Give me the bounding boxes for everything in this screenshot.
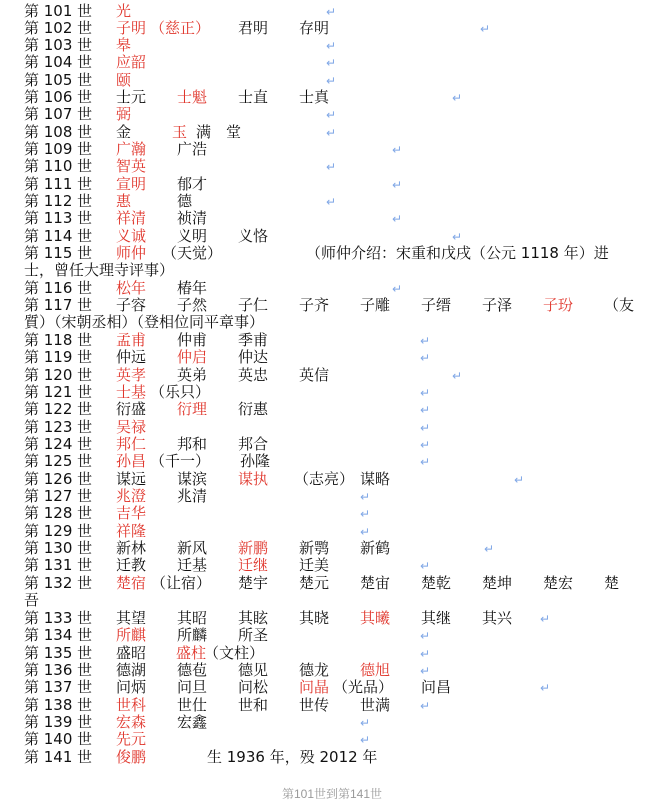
name-entry: 英忠 [238, 366, 269, 384]
generation-label: 第 121 世 [24, 383, 93, 401]
ancestor-name-highlighted: 吴禄 [116, 418, 147, 436]
name-entry: 子然 [177, 296, 208, 314]
generation-label: 第 105 世 [24, 71, 93, 89]
name-entry: 迁基 [177, 556, 208, 574]
name-entry: 问松 [238, 678, 269, 696]
ancestor-name-highlighted: 衍理 [177, 400, 208, 418]
name-entry: 所圣 [238, 626, 269, 644]
page-caption: 第101世到第141世 [281, 787, 383, 801]
name-entry: 生 1936 年，殁 2012 年 [207, 748, 378, 766]
name-entry: （乐只） [150, 383, 211, 401]
ancestor-name-highlighted: 兆澄 [116, 487, 147, 505]
name-entry: （师仲介绍：宋重和戊戌（公元 1118 年）进 [306, 244, 609, 262]
name-entry: 仲达 [238, 348, 269, 366]
name-entry: 问炳 [116, 678, 147, 696]
generation-label: 第 130 世 [24, 539, 93, 557]
paragraph-mark-icon: ↵ [360, 525, 371, 539]
ancestor-name-highlighted: 孙昌 [116, 452, 147, 470]
ancestor-name-highlighted: 光 [116, 2, 132, 20]
ancestor-name-highlighted: 子明 [116, 19, 147, 37]
ancestor-name-highlighted: 宣明 [116, 175, 147, 193]
generation-label: 第 104 世 [24, 53, 93, 71]
name-entry: 谋滨 [177, 470, 208, 488]
name-entry: 宏鑫 [177, 713, 208, 731]
name-entry: 世传 [299, 696, 330, 714]
name-entry: 盛昭 [116, 644, 147, 662]
generation-label: 第 131 世 [24, 556, 93, 574]
name-entry: 其晓 [299, 609, 330, 627]
generation-label: 第 115 世 [24, 244, 93, 262]
generation-label: 第 107 世 [24, 105, 93, 123]
ancestor-name-highlighted: 迁继 [238, 556, 269, 574]
ancestor-name-highlighted: 惠 [116, 192, 132, 210]
paragraph-mark-icon: ↵ [420, 455, 431, 469]
paragraph-mark-icon: ↵ [392, 178, 403, 192]
generation-label: 第 140 世 [24, 730, 93, 748]
name-entry: 金 [116, 123, 132, 141]
ancestor-name-highlighted: 祥清 [116, 209, 147, 227]
ancestor-name-highlighted: 新鹏 [238, 539, 269, 557]
name-entry: 满 [196, 123, 212, 141]
name-entry: 存明 [299, 19, 330, 37]
name-entry: 士真 [299, 88, 330, 106]
ancestor-name-highlighted: 子玢 [543, 296, 574, 314]
generation-label: 第 124 世 [24, 435, 93, 453]
paragraph-mark-icon: ↵ [540, 612, 551, 626]
ancestor-name-highlighted: 颐 [116, 71, 132, 89]
paragraph-mark-icon: ↵ [326, 126, 337, 140]
ancestor-name-highlighted: 孟甫 [116, 331, 147, 349]
generation-label: 第 111 世 [24, 175, 93, 193]
name-entry: 新林 [116, 539, 147, 557]
paragraph-mark-icon: ↵ [420, 629, 431, 643]
name-entry: （千一） [150, 452, 211, 470]
name-entry: 新风 [177, 539, 208, 557]
name-entry: 谋远 [116, 470, 147, 488]
name-entry: 兆清 [177, 487, 208, 505]
name-entry: 楚坤 [482, 574, 513, 592]
name-entry: 士元 [116, 88, 147, 106]
ancestor-name-highlighted: 所麒 [116, 626, 147, 644]
name-entry: 问旦 [177, 678, 208, 696]
paragraph-mark-icon: ↵ [360, 490, 371, 504]
ancestor-name-highlighted: 士魁 [177, 88, 208, 106]
name-entry: （让宿） [151, 574, 212, 592]
name-entry: 世和 [238, 696, 269, 714]
name-entry: 所麟 [177, 626, 208, 644]
ancestor-name-highlighted: 德旭 [360, 661, 391, 679]
generation-label: 第 119 世 [24, 348, 93, 366]
ancestor-name-highlighted: 应韶 [116, 53, 147, 71]
name-entry: （文柱） [204, 644, 265, 662]
ancestor-name-highlighted: 弼 [116, 105, 132, 123]
name-entry: 士直 [238, 88, 269, 106]
paragraph-mark-icon: ↵ [420, 664, 431, 678]
paragraph-mark-icon: ↵ [326, 74, 337, 88]
generation-label: 第 101 世 [24, 2, 93, 20]
wrapped-line: 士，曾任大理寺评事） [24, 261, 175, 279]
name-entry: 德苞 [177, 661, 208, 679]
paragraph-mark-icon: ↵ [452, 91, 463, 105]
generation-label: 第 122 世 [24, 400, 93, 418]
generation-label: 第 116 世 [24, 279, 93, 297]
ancestor-name-highlighted: 皋 [116, 36, 132, 54]
generation-label: 第 106 世 [24, 88, 93, 106]
paragraph-mark-icon: ↵ [360, 733, 371, 747]
generation-label: 第 112 世 [24, 192, 93, 210]
name-entry: 椿年 [177, 279, 208, 297]
paragraph-mark-icon: ↵ [420, 403, 431, 417]
paragraph-mark-icon: ↵ [452, 230, 463, 244]
ancestor-name-highlighted: 松年 [116, 279, 147, 297]
name-entry: 谋略 [360, 470, 391, 488]
generation-label: 第 108 世 [24, 123, 93, 141]
name-entry: 君明 [238, 19, 269, 37]
name-entry: 邦和 [177, 435, 208, 453]
generation-label: 第 102 世 [24, 19, 93, 37]
name-entry: （志亮） [294, 470, 355, 488]
name-entry: 祯清 [177, 209, 208, 227]
name-entry: 德龙 [299, 661, 330, 679]
name-entry: 德 [177, 192, 193, 210]
ancestor-name-highlighted: 玉 [172, 123, 188, 141]
ancestor-name-highlighted: 问晶 [299, 678, 330, 696]
name-entry: 其昭 [177, 609, 208, 627]
ancestor-name-highlighted: 邦仁 [116, 435, 147, 453]
ancestor-name-highlighted: 先元 [116, 730, 147, 748]
paragraph-mark-icon: ↵ [392, 212, 403, 226]
name-entry: 衍惠 [238, 400, 269, 418]
generation-label: 第 120 世 [24, 366, 93, 384]
ancestor-name-highlighted: 英孝 [116, 366, 147, 384]
generation-label: 第 125 世 [24, 452, 93, 470]
ancestor-name-highlighted: 盛柱 [176, 644, 207, 662]
generation-label: 第 135 世 [24, 644, 93, 662]
name-entry: 德见 [238, 661, 269, 679]
name-entry: 其继 [421, 609, 452, 627]
wrapped-line: 質）（宋朝丞相）（登相位同平章事） [24, 313, 265, 331]
name-entry: （天觉） [162, 244, 223, 262]
name-entry: 世仕 [177, 696, 208, 714]
name-entry: 新鹗 [299, 539, 330, 557]
generation-label: 第 113 世 [24, 209, 93, 227]
paragraph-mark-icon: ↵ [540, 681, 551, 695]
generation-label: 第 129 世 [24, 522, 93, 540]
name-entry: 子容 [116, 296, 147, 314]
name-entry: （友 [604, 296, 635, 314]
paragraph-mark-icon: ↵ [420, 647, 431, 661]
generation-label: 第 138 世 [24, 696, 93, 714]
name-entry: 子雕 [360, 296, 391, 314]
name-entry: 英弟 [177, 366, 208, 384]
name-entry: 楚 [604, 574, 620, 592]
paragraph-mark-icon: ↵ [360, 716, 371, 730]
wrapped-line: 吾 [24, 591, 40, 609]
paragraph-mark-icon: ↵ [420, 386, 431, 400]
name-entry: 季甫 [238, 331, 269, 349]
name-entry: 邦合 [238, 435, 269, 453]
paragraph-mark-icon: ↵ [420, 334, 431, 348]
generation-label: 第 114 世 [24, 227, 93, 245]
generation-label: 第 139 世 [24, 713, 93, 731]
generation-label: 第 117 世 [24, 296, 93, 314]
paragraph-mark-icon: ↵ [326, 160, 337, 174]
ancestor-name-highlighted: 楚宿 [116, 574, 147, 592]
ancestor-name-highlighted: 智英 [116, 157, 147, 175]
ancestor-name-highlighted: 谋执 [238, 470, 269, 488]
ancestor-name-highlighted: 师仲 [116, 244, 147, 262]
paragraph-mark-icon: ↵ [326, 56, 337, 70]
name-entry: 世满 [360, 696, 391, 714]
generation-label: 第 137 世 [24, 678, 93, 696]
name-entry: 子仁 [238, 296, 269, 314]
generation-label: 第 126 世 [24, 470, 93, 488]
ancestor-name-highlighted: 其曦 [360, 609, 391, 627]
name-entry: 其望 [116, 609, 147, 627]
paragraph-mark-icon: ↵ [326, 108, 337, 122]
paragraph-mark-icon: ↵ [420, 351, 431, 365]
name-entry: 子缙 [421, 296, 452, 314]
generation-label: 第 123 世 [24, 418, 93, 436]
generation-label: 第 118 世 [24, 331, 93, 349]
generation-label: 第 136 世 [24, 661, 93, 679]
generation-label: 第 141 世 [24, 748, 93, 766]
paragraph-mark-icon: ↵ [360, 507, 371, 521]
ancestor-name-highlighted: 吉华 [116, 504, 147, 522]
name-entry: 仲甫 [177, 331, 208, 349]
ancestor-name-highlighted: 俊鹏 [116, 748, 147, 766]
generation-label: 第 110 世 [24, 157, 93, 175]
name-entry: 其兴 [482, 609, 513, 627]
ancestor-name-highlighted: 士基 [116, 383, 147, 401]
paragraph-mark-icon: ↵ [514, 473, 525, 487]
paragraph-mark-icon: ↵ [326, 5, 337, 19]
paragraph-mark-icon: ↵ [420, 421, 431, 435]
paragraph-mark-icon: ↵ [420, 559, 431, 573]
generation-label: 第 133 世 [24, 609, 93, 627]
name-entry: 楚宇 [238, 574, 269, 592]
ancestor-name-highlighted: 宏森 [116, 713, 147, 731]
name-entry: 仲远 [116, 348, 147, 366]
generation-label: 第 132 世 [24, 574, 93, 592]
name-entry: 迁美 [299, 556, 330, 574]
ancestor-name-highlighted: 世科 [116, 696, 147, 714]
name-entry: 衍盛 [116, 400, 147, 418]
name-entry: （光品） [333, 678, 394, 696]
generation-label: 第 103 世 [24, 36, 93, 54]
name-entry: 楚元 [299, 574, 330, 592]
paragraph-mark-icon: ↵ [420, 438, 431, 452]
ancestor-name-highlighted: （慈正） [150, 19, 211, 37]
name-entry: 英信 [299, 366, 330, 384]
generation-label: 第 134 世 [24, 626, 93, 644]
name-entry: 孙隆 [240, 452, 271, 470]
name-entry: 广浩 [177, 140, 208, 158]
name-entry: 新鹤 [360, 539, 391, 557]
paragraph-mark-icon: ↵ [392, 143, 403, 157]
ancestor-name-highlighted: 义诚 [116, 227, 147, 245]
generation-label: 第 127 世 [24, 487, 93, 505]
name-entry: 德湖 [116, 661, 147, 679]
name-entry: 郁才 [177, 175, 208, 193]
paragraph-mark-icon: ↵ [392, 282, 403, 296]
name-entry: 子泽 [482, 296, 513, 314]
paragraph-mark-icon: ↵ [326, 39, 337, 53]
ancestor-name-highlighted: 仲启 [177, 348, 208, 366]
name-entry: 义明 [177, 227, 208, 245]
name-entry: 楚宙 [360, 574, 391, 592]
name-entry: 楚乾 [421, 574, 452, 592]
ancestor-name-highlighted: 广瀚 [116, 140, 147, 158]
paragraph-mark-icon: ↵ [480, 22, 491, 36]
name-entry: 其眩 [238, 609, 269, 627]
paragraph-mark-icon: ↵ [452, 369, 463, 383]
name-entry: 楚宏 [543, 574, 574, 592]
generation-label: 第 128 世 [24, 504, 93, 522]
name-entry: 问昌 [421, 678, 452, 696]
generation-label: 第 109 世 [24, 140, 93, 158]
paragraph-mark-icon: ↵ [326, 195, 337, 209]
name-entry: 迁教 [116, 556, 147, 574]
name-entry: 子齐 [299, 296, 330, 314]
name-entry: 义恪 [238, 227, 269, 245]
name-entry: 堂 [226, 123, 242, 141]
ancestor-name-highlighted: 祥隆 [116, 522, 147, 540]
paragraph-mark-icon: ↵ [420, 699, 431, 713]
paragraph-mark-icon: ↵ [484, 542, 495, 556]
